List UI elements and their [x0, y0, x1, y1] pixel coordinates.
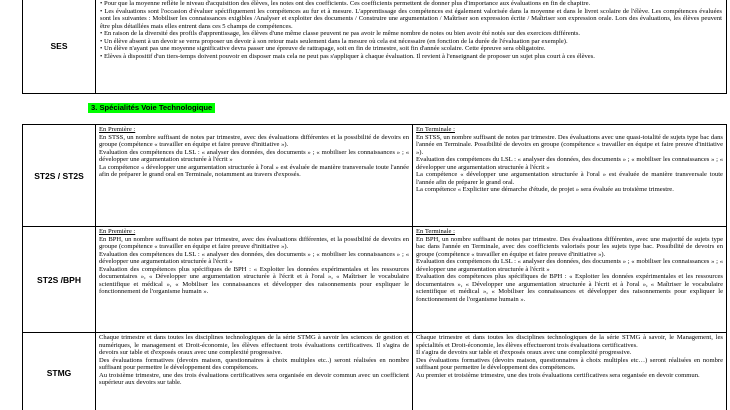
terminale-text: En STSS, un nombre suffisant de notes par trimestre. Des évaluations avec une quasi-totalité de sujets type bac dans l'année en Terminale. Possibilité de devoirs en groupe (compétence « travailler en équipe et faire preuve d'initiative »). Evaluation des compétences du LSL : « analyser des données, des documents » ; « mobiliser les connaissances » ; « développer une argumentation structurée à l'écrit » La compétence « développer une argumentation structurée à l'oral » est évaluée de manière transversale toute l'année afin de préparer le grand oral. La compétence « Expliciter une démarche d'étude, de projet » sera évaluée au troisième trimestre.	[416, 133, 723, 193]
subject-cell-stmg: STMG	[23, 333, 96, 410]
premiere-text: En STSS, un nombre suffisant de notes par trimestre, avec des évaluations différentes et la possibilité de devoirs en groupe (compétence « travailler en équipe et faire preuve d'initiative »). Evaluation des compétences du LSL : « analyser des données, des documents » ; « mobiliser les connaissances » ; « développer une argumentation structurée à l'écrit » La compétence « développer une argumentation structurée à l'oral » est évaluée de manière transversale toute l'année afin de préparer le grand oral en Terminale, notamment au travers d'exposés.	[99, 133, 409, 178]
table-row	[23, 333, 727, 410]
premiere-text: En BPH, un nombre suffisant de notes par trimestre, avec des évaluations différentes, et la possibilité de devoirs en groupe (compétence « travailler en équipe et faire preuve d'initiative »). Evaluation des compétences du LSL : « analyser des données, des documents » ; « mobiliser les connaissances » ; « développer une argumentation structurée à l'écrit » Evaluation des compétences plus spécifiques de BPH : « Exploiter les données expérimentales et les ressources documentaires », « Développer une argumentation structurée à l'écrit et à l'oral », « Maîtriser le vocabulaire scientifique et médical », « Mobiliser les connaissances et développer des raisonnements pour expliquer le fonctionnement de l'organisme humain ».	[99, 235, 409, 295]
table-row	[23, 227, 727, 333]
terminale-cell	[413, 125, 727, 227]
premiere-cell	[96, 125, 413, 227]
ses-bullet: • Pour que la moyenne reflète le niveau d'acquisition des élèves, les notes ont des coefficients. Ces coefficients permettent de donner plus d'importance aux évaluations en fin de chapitre.	[100, 0, 591, 7]
premiere-cell	[96, 227, 413, 333]
ses-bullet: • En raison de la diversité des profils d'apprentissage, les élèves d'une même classe peuvent ne pas avoir le même nombre de notes ou bien avoir été notés sur des exercices différents.	[100, 30, 581, 37]
terminale-label: En Terminale :	[416, 228, 455, 235]
subject-cell-bph: ST2S /BPH	[23, 227, 96, 333]
terminale-text: En BPH, un nombre suffisant de notes par trimestre. Des évaluations différentes, avec une majorité de sujets type bac dans l'année en Terminale, avec des coefficients valorisés pour les sujets type bac. Possibilité de devoirs en groupe (compétence « travailler en équipe et faire preuve d'initiative »). Evaluation des compétences du LSL : « analyser des données, des documents » ; « mobiliser les connaissances » ; « développer une argumentation structurée à l'écrit » Evaluation des compétences plus spécifiques de BPH : « Exploiter les données expérimentales et les ressources documentaires », « Développer une argumentation structurée à l'écrit et à l'oral », « Maîtriser le vocabulaire scientifique et médical », « Mobiliser les connaissances et développer des raisonnements pour expliquer le fonctionnement de l'organisme humain ».	[416, 235, 723, 303]
ses-bullet: • Les évaluations sont l'occasion d'évaluer spécifiquement les compétences au fur et à mesure. L'apprentissage des compétences est également valorisée dans la moyenne et dans le livret scolaire de l'élève. Les compétences évaluées sont les suivantes : Mobiliser les connaissances exigibles /Analyser et exploiter des documents / Construire une argumentation / Maîtriser son expression écrite / Maîtriser son expression orale. Lors des évaluations, les élèves peuvent être plus détaillées mais elles entrent dans ces 5 champs de compétences.	[100, 7, 722, 30]
terminale-cell	[413, 333, 727, 410]
section-heading: 3. Spécialités Voie Technologique	[88, 103, 215, 113]
ses-bullet: • Un élève absent à un devoir se verra proposer un devoir à son retour mais seulement dans la mesure où cela est nécessaire (en fonction de la durée de l'évaluation par exemple).	[100, 37, 568, 45]
subject-cell-ses: SES	[23, 0, 96, 94]
terminale-text: Chaque trimestre et dans toutes les disciplines technologiques de la série STMG à savoir, le Management, les spécialités et Droit-économie, les élèves effectueront trois évaluations certificatives. Il s'agira de devoirs sur table et d'exposés oraux avec une complexité progressive. Des évaluations formatives (devoirs maison, questionnaires à choix multiples etc…) seront réalisées en nombre suffisant pour permettre le développement des compétences. Au premier et troisième trimestre, une des trois évaluations certificatives sera organisée en devoir commun.	[416, 334, 723, 379]
terminale-label: En Terminale :	[416, 126, 455, 133]
premiere-text: Chaque trimestre et dans toutes les disciplines technologiques de la série STMG à savoir les sciences de gestion et numériques, le management et Droit-économie, les élèves effectuent trois évaluations certificatives. Il s'agira de devoirs sur table et d'exposés oraux avec une complexité progressive. Des évaluations formatives (devoirs maison, questionnaires à choix multiples etc..) seront réalisées en nombre suffisant pour permettre le développement des compétences. Au troisième trimestre, une des trois évaluations certificatives sera organisée en devoir commun avec un coefficient supérieur aux devoirs sur table.	[99, 334, 409, 386]
table-row	[23, 0, 727, 94]
ses-bullet: • Un élève n'ayant pas une moyenne significative devra passer une épreuve de rattrapage, soit en fin de trimestre, soit fin d'année scolaire. Cette épreuve sera obligatoire.	[100, 45, 546, 52]
table-row	[23, 125, 727, 227]
premiere-label: En Première :	[99, 228, 136, 235]
premiere-label: En Première :	[99, 126, 136, 133]
ses-table	[22, 0, 727, 94]
subject-cell-st2s: ST2S / ST2S	[23, 125, 96, 227]
terminale-cell	[413, 227, 727, 333]
specialties-table	[22, 124, 727, 410]
ses-rules-cell	[96, 0, 727, 94]
ses-bullet: • Elèves à dispositif d'un tiers-temps doivent pouvoir en disposer mais cela ne peut pas s'appliquer à chaque évaluation. Il revient à l'enseignant de proposer un sujet plus court à ces élèves.	[100, 52, 595, 60]
premiere-cell	[96, 333, 413, 410]
